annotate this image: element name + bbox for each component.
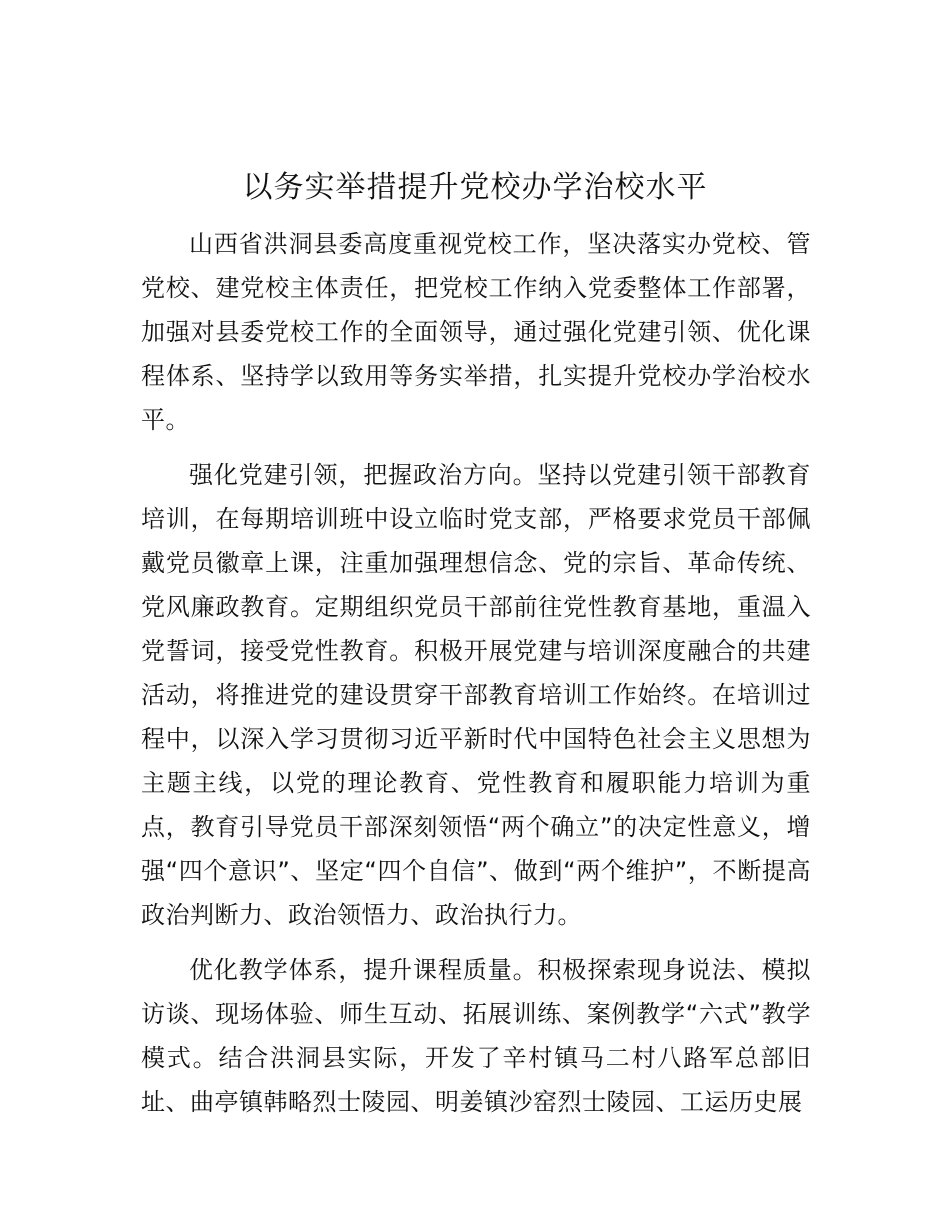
paragraph-intro: 山西省洪洞县委高度重视党校工作，坚决落实办党校、管党校、建党校主体责任，把党校工作纳入党委整体工作部署，加强对县委党校工作的全面领导，通过强化党建引领、优化课程体系、坚持学以致用等务实举措，扎实提升党校办学治校水平。 xyxy=(141,230,811,434)
document-body xyxy=(141,222,811,1135)
paragraph-teaching-system: 优化教学体系，提升课程质量。积极探索现身说法、模拟访谈、现场体验、师生互动、拓展训练、案例教学“六式”教学模式。结合洪洞县实际，开发了辛村镇马二村八路军总部旧址、曲亭镇韩略烈士陵园、明姜镇沙窑烈士陵园、工运历史展 xyxy=(141,956,811,1116)
paragraph-party-building: 强化党建引领，把握政治方向。坚持以党建引领干部教育培训，在每期培训班中设立临时党支部，严格要求党员干部佩戴党员徽章上课，注重加强理想信念、党的宗旨、革命传统、党风廉政教育。定期组织党员干部前往党性教育基地，重温入党誓词，接受党性教育。积极开展党建与培训深度融合的共建活动，将推进党的建设贯穿干部教育培训工作始终。在培训过程中，以深入学习贯彻习近平新时代中国特色社会主义思想为主题主线，以党的理论教育、党性教育和履职能力培训为重点，教育引导党员干部深刻领悟“两个确立”的决定性意义，增强“四个意识”、坚定“四个自信”、做到“两个维护”，不断提高政治判断力、政治领悟力、政治执行力。 xyxy=(141,461,811,929)
document-title: 以务实举措提升党校办学治校水平 xyxy=(242,170,708,205)
